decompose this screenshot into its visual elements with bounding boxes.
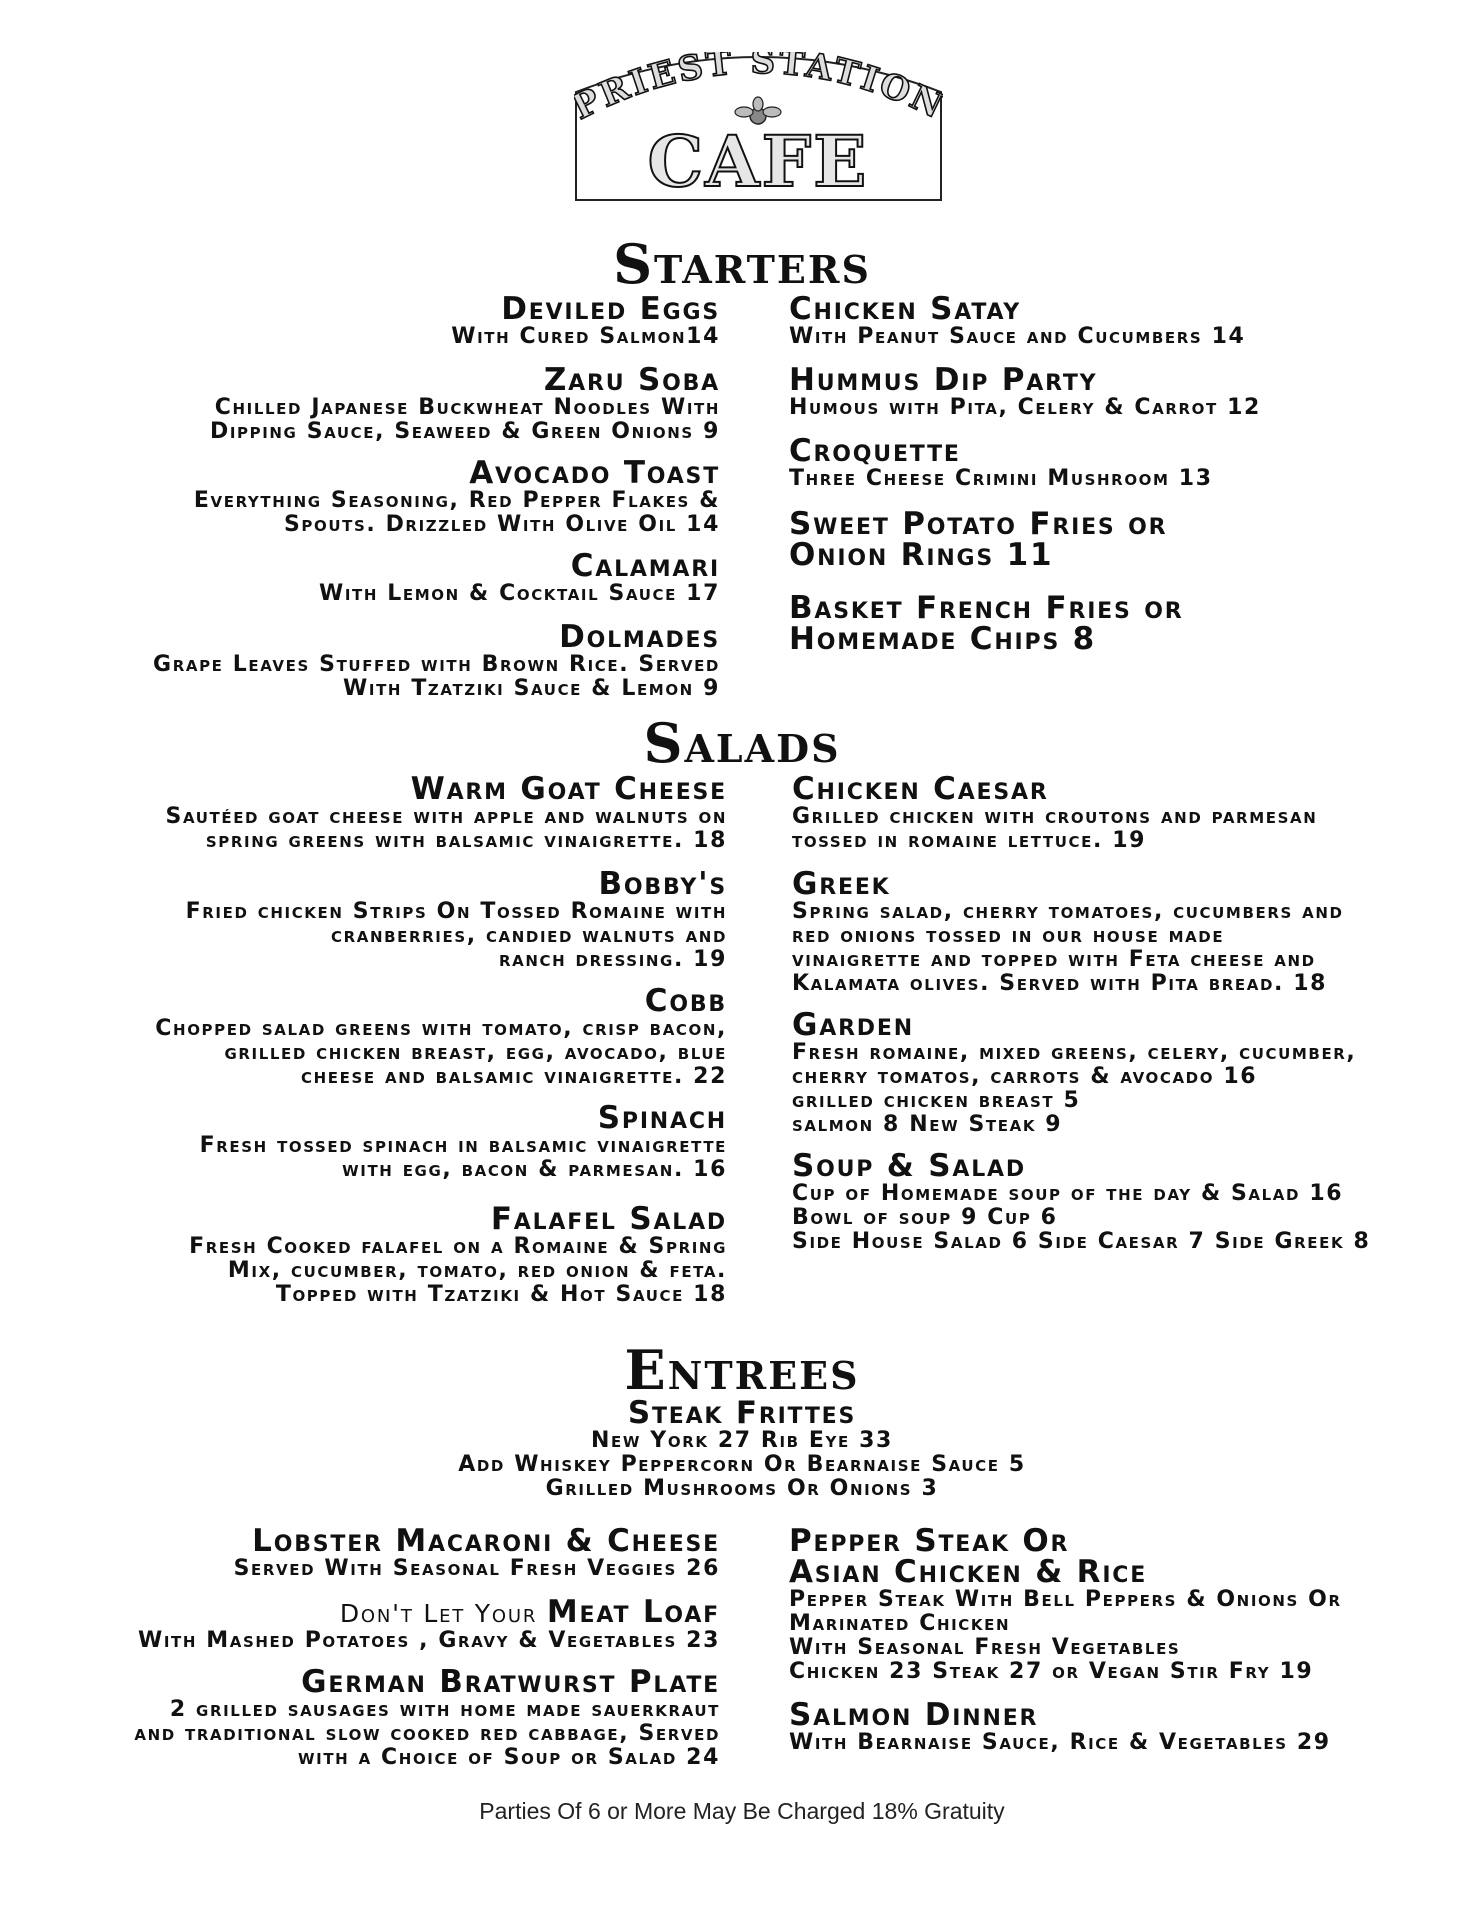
item-name: Cobb <box>644 983 727 1019</box>
menu-item <box>155 983 727 1089</box>
featured-entree <box>0 1395 1484 1501</box>
salads-right-column <box>792 771 1371 1254</box>
item-desc: Sautéed goat cheese with apple and walnuts on <box>165 804 727 829</box>
menu-item <box>789 433 1261 491</box>
item-name: Deviled Eggs <box>501 291 720 327</box>
item-name: Basket French Fries or <box>789 590 1184 626</box>
item-name-line2: Onion Rings 11 <box>789 537 1054 573</box>
item-name: Greek <box>792 866 891 902</box>
item-name: Sweet Potato Fries or <box>789 506 1168 542</box>
salads-left-column <box>155 771 727 1307</box>
item-desc: With Seasonal Fresh Vegetables <box>789 1635 1181 1660</box>
entrees-left-column <box>134 1523 720 1770</box>
menu-item <box>134 1594 720 1653</box>
item-name: Pepper Steak Or <box>789 1523 1070 1559</box>
item-name-line2: Homemade Chips 8 <box>789 621 1097 657</box>
item-desc: With Tzatziki Sauce & Lemon 9 <box>343 676 720 701</box>
logo-line2: CAFE <box>647 120 869 202</box>
item-desc: Dipping Sauce, Seaweed & Green Onions 9 <box>209 419 720 444</box>
item-desc: Mix, cucumber, tomato, red onion & feta. <box>227 1258 727 1283</box>
item-name: Warm Goat Cheese <box>410 771 727 807</box>
item-name: Hummus Dip Party <box>789 362 1098 398</box>
item-desc: Fried chicken Strips On Tossed Romaine with <box>185 899 727 924</box>
item-name-prefix: Don't Let Your <box>339 1599 547 1628</box>
item-name: Falafel Salad <box>490 1201 727 1237</box>
logo-frame <box>574 52 943 202</box>
menu-item <box>789 506 1261 573</box>
starters-title: Starters <box>613 232 871 296</box>
item-name: German Bratwurst Plate <box>301 1664 720 1700</box>
item-name: Lobster Macaroni & Cheese <box>252 1523 720 1559</box>
item-name: Steak Frittes <box>627 1395 857 1431</box>
menu-item <box>153 291 720 349</box>
item-desc: Chopped salad greens with tomato, crisp bacon, <box>155 1016 727 1041</box>
item-name: Soup & Salad <box>792 1148 1026 1184</box>
item-desc: Fresh tossed spinach in balsamic vinaigrette <box>199 1133 727 1158</box>
item-desc: red onions tossed in our house made <box>792 923 1225 948</box>
item-desc: tossed in romaine lettuce. 19 <box>792 828 1147 853</box>
menu-item <box>789 590 1261 657</box>
item-desc: ranch dressing. 19 <box>499 947 727 972</box>
item-desc: Everything Seasoning, Red Pepper Flakes & <box>193 488 720 513</box>
item-desc: With Mashed Potatoes , Gravy & Vegetables 23 <box>137 1628 720 1653</box>
item-name: Chicken Caesar <box>792 771 1049 807</box>
item-desc: With Cured Salmon14 <box>451 324 720 349</box>
item-desc: cranberries, candied walnuts and <box>331 923 727 948</box>
item-desc: Grilled chicken with croutons and parmesan <box>792 804 1318 829</box>
item-name: Zaru Soba <box>543 362 720 398</box>
menu-item <box>789 1697 1342 1755</box>
menu-item <box>789 1523 1342 1684</box>
item-desc: Fresh Cooked falafel on a Romaine & Spring <box>189 1234 727 1259</box>
starters-right-column <box>789 291 1261 657</box>
menu-item <box>153 455 720 537</box>
item-desc: cherry tomatos, carrots & avocado 16 <box>792 1064 1258 1089</box>
menu-item <box>134 1523 720 1581</box>
item-desc: Side House Salad 6 Side Caesar 7 Side Greek 8 <box>792 1229 1371 1254</box>
item-desc: Pepper Steak With Bell Peppers & Onions Or <box>789 1587 1342 1612</box>
item-desc: Bowl of soup 9 Cup 6 <box>792 1205 1058 1230</box>
item-name-main: Meat Loaf <box>546 1594 720 1630</box>
item-desc: with egg, bacon & parmesan. 16 <box>342 1157 727 1182</box>
item-name: Spinach <box>597 1100 727 1136</box>
menu-item <box>134 1664 720 1770</box>
entrees-title: Entrees <box>624 1338 860 1402</box>
item-desc: Topped with Tzatziki & Hot Sauce 18 <box>275 1282 727 1307</box>
item-desc: vinaigrette and topped with Feta cheese and <box>792 947 1316 972</box>
item-desc: Fresh romaine, mixed greens, celery, cucumber, <box>792 1040 1357 1065</box>
item-desc: With Lemon & Cocktail Sauce 17 <box>319 581 720 606</box>
item-desc: Kalamata olives. Served with Pita bread. 18 <box>792 971 1328 996</box>
item-name: Dolmades <box>559 619 720 655</box>
salads-title: Salads <box>643 711 841 775</box>
menu-item <box>155 866 727 972</box>
item-name: Chicken Satay <box>789 291 1021 327</box>
item-name: Avocado Toast <box>469 455 720 491</box>
item-desc: grilled chicken breast 5 <box>792 1088 1081 1113</box>
item-desc: 2 grilled sausages with home made sauerkraut <box>169 1697 720 1722</box>
item-desc: Marinated Chicken <box>789 1611 1011 1636</box>
item-desc: Spouts. Drizzled With Olive Oil 14 <box>283 512 720 537</box>
menu-item <box>153 362 720 444</box>
item-name: Salmon Dinner <box>789 1697 1039 1733</box>
item-desc: Chilled Japanese Buckwheat Noodles With <box>214 395 720 420</box>
gratuity-note: Parties Of 6 or More May Be Charged 18% Gratuity <box>479 1798 1005 1824</box>
item-name: Calamari <box>570 548 720 584</box>
item-name: Garden <box>792 1007 914 1043</box>
item-desc: With Peanut Sauce and Cucumbers 14 <box>789 324 1246 349</box>
item-desc: with a Choice of Soup or Salad 24 <box>298 1745 720 1770</box>
item-desc: Spring salad, cherry tomatoes, cucumbers and <box>792 899 1344 924</box>
cafe-logo <box>574 52 943 202</box>
menu-item <box>155 1201 727 1307</box>
item-desc: and traditional slow cooked red cabbage, Served <box>134 1721 720 1746</box>
item-desc: With Bearnaise Sauce, Rice & Vegetables 29 <box>789 1730 1331 1755</box>
logo-line1: RIEST STATIO <box>593 52 919 116</box>
menu-item <box>153 548 720 606</box>
menu-item <box>792 1007 1370 1137</box>
item-desc: spring greens with balsamic vinaigrette. 18 <box>205 828 727 853</box>
menu-item <box>153 619 720 701</box>
item-desc: Humous with Pita, Celery & Carrot 12 <box>789 395 1261 420</box>
menu-item <box>792 866 1370 996</box>
menu-item <box>789 362 1261 420</box>
menu-item <box>155 1100 727 1182</box>
item-desc: cheese and balsamic vinaigrette. 22 <box>301 1064 727 1089</box>
item-desc: Add Whiskey Peppercorn Or Bearnaise Sauce 5 <box>458 1452 1026 1477</box>
item-desc: salmon 8 New Steak 9 <box>792 1112 1063 1137</box>
item-name <box>134 1594 720 1630</box>
item-name: Bobby's <box>598 866 727 902</box>
menu-item <box>792 1148 1371 1254</box>
item-desc: Served With Seasonal Fresh Veggies 26 <box>233 1556 720 1581</box>
item-name-line2: Asian Chicken & Rice <box>789 1554 1148 1590</box>
menu-item <box>792 771 1370 853</box>
item-desc: Grilled Mushrooms Or Onions 3 <box>545 1476 939 1501</box>
item-desc: grilled chicken breast, egg, avocado, blue <box>224 1040 727 1065</box>
item-desc: Chicken 23 Steak 27 or Vegan Stir Fry 19 <box>789 1659 1314 1684</box>
menu-item <box>155 771 727 853</box>
item-desc: Three Cheese Crimini Mushroom 13 <box>789 466 1213 491</box>
item-desc: Cup of Homemade soup of the day & Salad 16 <box>792 1181 1344 1206</box>
starters-left-column <box>153 291 720 701</box>
item-desc: Grape Leaves Stuffed with Brown Rice. Served <box>153 652 720 677</box>
entrees-right-column <box>789 1523 1342 1755</box>
menu-item <box>789 291 1261 349</box>
item-name: Croquette <box>789 433 961 469</box>
item-desc: New York 27 Rib Eye 33 <box>591 1428 893 1453</box>
